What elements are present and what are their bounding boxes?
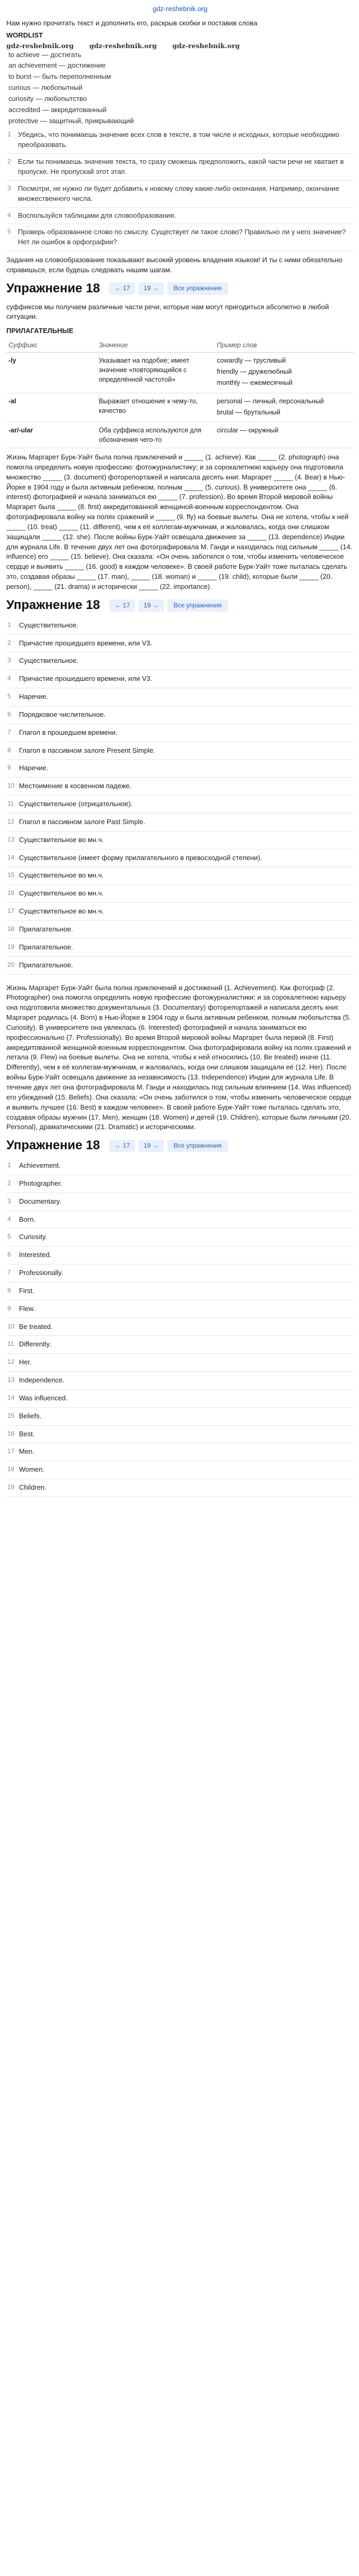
answer-text: Children. [19,1483,47,1492]
answer-number: 12 [7,1358,15,1366]
prev-exercise-button[interactable]: ← 17 [109,282,135,294]
answer-text: Professionally. [19,1269,63,1277]
step-number: 4 [7,211,11,219]
gap-text: Жизнь Маргарет Бурк-Уайт была полна приключений и _____ (1. achieve). Как _____ (2. photograph) она помогла определить новую профессию: фотожурналистику; и за сорокалетнюю карьеру она подготовила множество _____ (3. document) фоторепортажей и написала десять книг. Маргарет _____ (4. Bear) в Нью-Йорке в 1904 году и была активным ребенком, полным _____ (5. curious). В университете она _____ (6. interest) фотографией и начала заниматься ею _____ (7. profession). Во время Второй мировой войны Маргарет была _____ (8. first) аккредитованной женщиной-военным корреспондентом. Она фотографировала войну на полях сражений и _____ (9. fly) на боевые вылеты. Она не хотела, чтобы к ней _____ (10. treat) _____ (11. different), чем к её коллегам-мужчинам, и жаловалась, когда они слишком защищали _____ (12. she). После войны Бурк-Уайт освещала движение за _____ (13. dependence) Индии для журнала Life. В течение двух лет она фотографировала М. Ганди и находилась под сильным _____ (14. influence) его _____ (15. believe). Она сказала: «Он очень заботился о том, чтобы изменить человеческое сердце и выявить _____ (16. good) в каждом человеке». В своей работе Бурк-Уайт тоже пыталась сделать это, создавая образы _____ (17. man), _____ (18. woman) и _____ (19. child), которые были _____ (20. person), _____ (21. drama) и исторически _____ (22. importance). [6,453,353,591]
answer-item [6,850,354,867]
answer-number: 3 [7,1197,11,1205]
exercise-nav [109,1140,228,1152]
suffix-table [6,338,354,448]
step-text: Убедись, что понимаешь значение всех слов в тексте, в том числе и исходных, которые необходимо преобразовать. [18,131,339,149]
answer-text: Best. [19,1429,35,1438]
examples-cell [215,393,354,422]
exercise-header [6,1137,354,1155]
answer-number: 10 [7,782,15,790]
wordlist-item: to achieve — достигать [8,50,82,59]
answer-number: 11 [7,1340,14,1348]
answer-number: 9 [7,1304,11,1312]
answer-text: Flew. [19,1304,35,1313]
answer-item [6,724,354,742]
answer-list [6,1157,354,1497]
example-word: brutal — брутальный [216,408,280,416]
answer-number: 18 [7,925,15,932]
wordlist-item: accredited — аккредитованный [8,105,107,114]
answer-text: Причастие прошедшего времени, или V3. [19,675,153,683]
answer-number: 15 [7,871,15,879]
answer-item [6,796,354,814]
answer-item [6,1408,354,1426]
answer-item [6,1372,354,1390]
intro-text: Нам нужно прочитать текст и дополнить его, раскрыв скобки и поставив слова [6,19,258,27]
answer-text: Местоимение в косвенном падеже. [19,782,132,790]
answer-text: First. [19,1286,34,1295]
answer-text: Curiosity. [19,1233,48,1241]
meaning-cell: Указывает на подобие; имеет значение «повторяющийся с определённой частотой» [97,353,215,393]
suffix-cell: -ly [6,353,97,393]
answer-number: 7 [7,728,11,736]
exercise-header [6,596,354,615]
paragraph-2: суффиксов мы получаем различные части речи, которые нам могут пригодиться абсолютно в любой ситуации. [6,302,329,321]
answer-number: 19 [7,943,15,950]
watermark: gdz-reshebnik.org [89,41,157,50]
answer-item [6,1193,354,1211]
answer-item [6,921,354,939]
exercise-title: Упражнение 18 [6,1138,100,1153]
answer-item [6,760,354,778]
answer-item [6,957,354,975]
answer-text: Существительное. [19,621,79,629]
prev-exercise-button[interactable]: ← 17 [109,1140,135,1152]
answer-text: Women. [19,1465,45,1474]
answer-number: 14 [7,1393,15,1401]
answer-number: 8 [7,1286,11,1294]
watermark: gdz-reshebnik.org [172,41,240,50]
answer-item [6,1354,354,1372]
step-item [6,208,354,225]
answer-item [6,635,354,653]
table-row [6,422,354,448]
wordlist-item: protective — защитный, прикрывающий [8,116,134,125]
step-number: 3 [7,184,11,192]
answer-text: Существительное во мн.ч. [19,889,104,898]
step-number: 2 [7,158,11,165]
answer-item [6,1175,354,1193]
answer-item [6,1318,354,1336]
example-word: personal — личный, персональный [216,397,324,405]
answer-item [6,1390,354,1408]
steps-list [6,127,354,251]
answer-number: 8 [7,746,11,754]
exercise-nav [109,599,228,612]
filled-text: Жизнь Маргарет Бурк-Уайт была полна приключений и достижений (1. Achievement). Как фотограф (2. Photographer) она помогла определить новую профессию фотожурналистики; и за сорокалетнюю карьеру она подготовила множество документальных (3. Documentary) фоторепортажей и написала десять книг. Маргарет родилась (4. Born) в Нью-Йорке в 1904 году и была активным ребенком, полным любопытства (5. Curiosity). В университете она увлеклась (6. Interested) фотографией и начала заниматься ею профессионально (7. Professionally). Во время Второй мировой войны Маргарет была первой (8. First) аккредитованной женщиной-военным корреспондентом. Она фотографировала войну на полях сражений и летала (9. Flew) на боевые вылеты. Она не хотела, чтобы к ней относились (10. Be treated) иначе (11. Differently), чем к её коллегам-мужчинам, и жаловалась, когда они слишком защищали её (12. Her). После войны Бурк-Уайт освещала движение за независимость (13. Independence) Индии для журнала Life. В течение двух лет она фотографировала М. Ганди и находилась под сильным влиянием (14. Was influenced) его убеждений (15. Beliefs). Она сказала: «Он очень заботился о том, чтобы изменить человеческое сердце и выявить лучшее (16. Best) в каждом человеке». В своей работе Бурк-Уайт тоже пыталась сделать это, создавая образы мужчин (17. Men), женщин (18. Women) и детей (19. Children), которые были личными (20. Personal), драматическими (21. Dramatic) и историческими. [6,983,352,1131]
answer-item [6,1461,354,1479]
answer-item [6,885,354,903]
answer-number: 13 [7,1376,15,1384]
answer-number: 17 [7,907,15,915]
answer-text: Порядковое числительное. [19,710,106,718]
answer-item [6,1157,354,1175]
table-row [6,353,354,393]
answer-item [6,617,354,635]
answer-number: 5 [7,693,11,700]
wordlist-item: to burst — быть переполненным [8,72,111,81]
table-header-cell: Суффикс [6,338,97,353]
answer-text: Born. [19,1215,36,1223]
wordlist-item: an achievement — достижение [8,61,106,70]
answer-text: Глагол в пассивном залоге Present Simple. [19,746,155,754]
answer-number: 4 [7,1215,11,1223]
hint-list [6,617,354,975]
answer-text: Beliefs. [19,1411,42,1420]
step-item [6,154,354,181]
answer-text: Существительное (отрицательное). [19,800,133,808]
table-header-cell: Пример слов [215,338,354,353]
answer-item [6,814,354,832]
all-exercises-button[interactable]: Все упражнения [167,1140,228,1152]
answer-item [6,1282,354,1300]
answer-number: 2 [7,1179,11,1187]
answer-text: Independence. [19,1376,65,1384]
prev-exercise-button[interactable]: ← 17 [109,599,135,612]
answer-number: 3 [7,657,11,664]
answer-number: 16 [7,889,15,897]
table-header-row [6,338,354,353]
wordlist-title: WORDLIST [6,31,43,39]
answer-item [6,1479,354,1497]
answer-number: 4 [7,675,11,682]
answer-text: Глагол в пассивном залоге Past Simple. [19,817,146,826]
answer-item [6,1264,354,1282]
all-exercises-button[interactable]: Все упражнения [167,282,228,294]
answer-text: Существительное во мн.ч. [19,907,104,916]
exercise-title: Упражнение 18 [6,597,100,612]
answer-item [6,939,354,957]
example-word: circular — окружный [216,426,279,434]
answer-number: 9 [7,764,11,772]
meaning-cell: Оба суффикса используются для обозначения чего-то [97,422,215,448]
watermark: gdz-reshebnik.org [6,41,74,50]
answer-number: 10 [7,1322,15,1330]
answer-number: 15 [7,1411,15,1419]
table-title: ПРИЛАГАТЕЛЬНЫЕ [6,327,74,335]
step-text: Если ты понимаешь значение текста, то сразу сможешь предположить, какой части речи не хватает в пропуске. Не пропускай этот этап. [18,158,344,176]
answer-item [6,903,354,921]
answer-text: Существительное. [19,657,79,665]
answer-number: 1 [7,621,11,629]
answer-number: 13 [7,835,15,843]
answer-number: 1 [7,1161,11,1169]
step-item [6,181,354,208]
answer-number: 19 [7,1483,15,1491]
exercise-nav [109,282,228,294]
answer-item [6,1247,354,1264]
watermark-row [6,42,354,50]
exercise-title: Упражнение 18 [6,281,100,296]
answer-number: 17 [7,1447,15,1455]
answer-item [6,778,354,796]
suffix-cell: -al [6,393,97,422]
answer-number: 16 [7,1429,15,1437]
example-word: monthly — ежемесячный [216,379,293,387]
exercise-header [6,280,354,298]
answer-number: 14 [7,853,15,861]
answer-text: Differently. [19,1340,51,1349]
answer-text: Her. [19,1358,32,1367]
answer-number: 18 [7,1465,15,1473]
next-exercise-button[interactable]: 19 → [138,282,164,294]
table-header-cell: Значение [97,338,215,353]
answer-number: 20 [7,961,15,968]
wordlist-item: curious — любопытный [8,84,83,92]
examples-cell [215,353,354,393]
wordlist-item: curiosity — любопытство [8,94,87,103]
answer-text: Наречие. [19,693,49,701]
answer-text: Существительное (имеет форму прилагательного в превосходной степени). [19,853,262,862]
answer-item [6,1336,354,1354]
paragraph-1: Задания на словообразование показывают высокий уровень владения языком! И ты с ними обязательно справишься, если будешь следовать нашим шагам. [6,256,343,274]
wordlist [6,50,354,126]
answer-text: Прилагательное. [19,961,73,969]
answer-item [6,867,354,885]
answer-item [6,1300,354,1318]
step-item [6,224,354,251]
answer-text: Прилагательное. [19,943,73,951]
answer-text: Наречие. [19,764,49,772]
step-number: 5 [7,228,11,236]
answer-text: Men. [19,1447,34,1456]
next-exercise-button[interactable]: 19 → [138,1140,164,1152]
answer-item [6,706,354,724]
answer-item [6,1426,354,1444]
answer-item [6,742,354,760]
step-text: Посмотри, не нужно ли будет добавить к новому слову какие-либо окончания. Например, окончание множественного числа. [18,184,339,202]
example-word: cowardly — трусливый [216,357,286,365]
step-item [6,127,354,154]
answer-text: Interested. [19,1251,52,1259]
suffix-cell: -ar/-ular [6,422,97,448]
answer-item [6,670,354,688]
answer-text: Существительное во мн.ч. [19,871,104,880]
all-exercises-button[interactable]: Все упражнения [167,599,228,612]
answer-text: Achievement. [19,1161,61,1169]
answer-number: 12 [7,817,15,825]
answer-text: Be treated. [19,1322,53,1331]
answer-number: 6 [7,1251,11,1259]
answer-text: Глагол в прошедшем времени. [19,728,118,736]
answer-text: Photographer. [19,1179,62,1187]
answer-item [6,688,354,706]
answer-text: Was influenced. [19,1393,68,1402]
answer-item [6,1211,354,1229]
next-exercise-button[interactable]: 19 → [138,599,164,612]
answer-item [6,832,354,850]
answer-number: 7 [7,1269,11,1277]
answer-text: Прилагательное. [19,925,73,933]
examples-cell [215,422,354,448]
answer-number: 2 [7,639,11,647]
meaning-cell: Выражает отношение к чему-то, качество [97,393,215,422]
answer-number: 5 [7,1233,11,1241]
example-word: friendly — дружелюбный [216,368,292,376]
answer-text: Существительное во мн.ч. [19,835,104,844]
answer-text: Documentary. [19,1197,61,1205]
answer-number: 11 [7,800,14,808]
answer-item [6,1229,354,1247]
answer-item [6,652,354,670]
step-text: Проверь образованное слово по смыслу. Существует ли такое слово? Правильно ли у него значение? Нет ли ошибок в орфографии? [18,228,346,246]
table-row [6,393,354,422]
step-number: 1 [7,131,11,139]
answer-text: Причастие прошедшего времени, или V3. [19,639,153,647]
site-name[interactable]: gdz-reshebnik.org [152,5,208,13]
step-text: Воспользуйся таблицами для словообразования. [18,211,176,219]
answer-item [6,1443,354,1461]
answer-number: 6 [7,710,11,718]
